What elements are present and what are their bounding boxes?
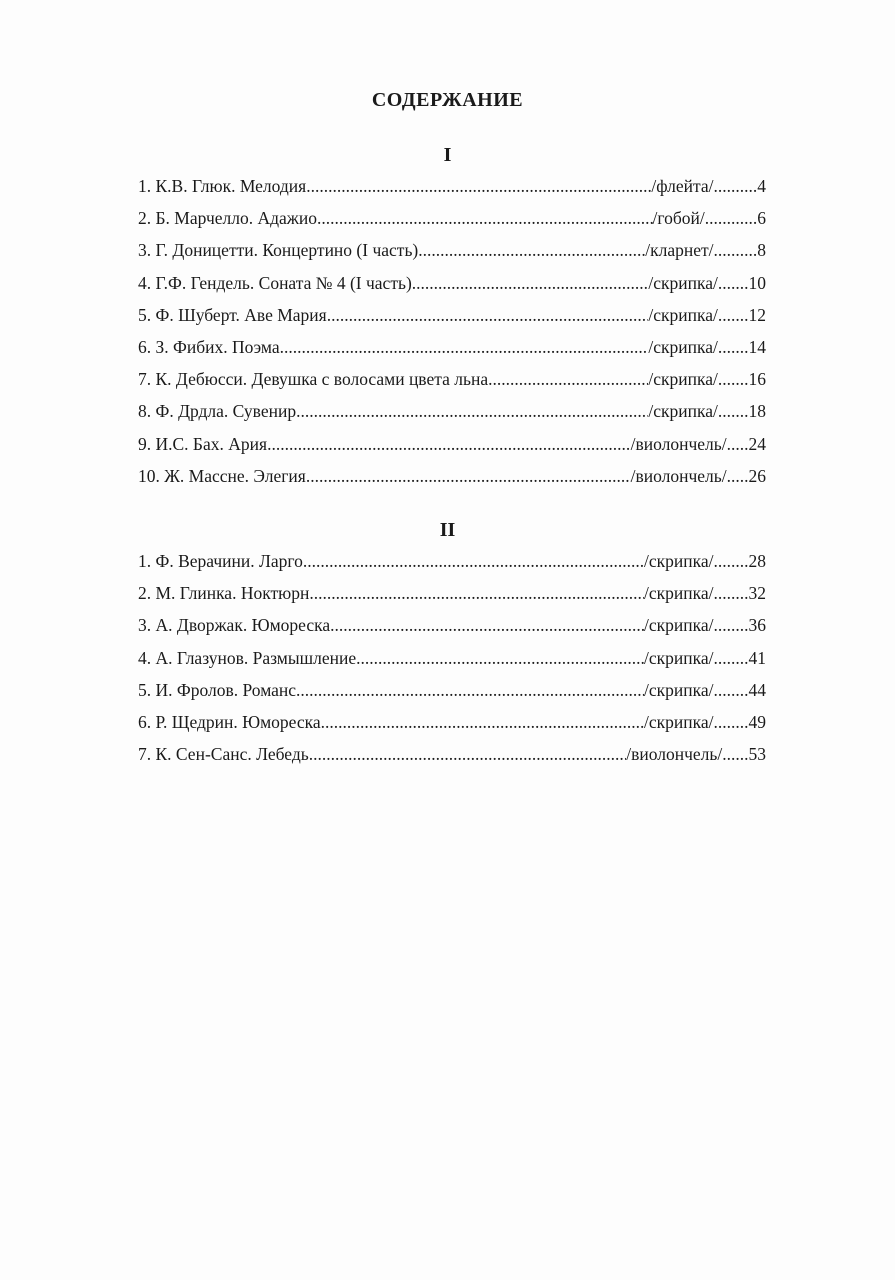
toc-dot-leader-trailing: .......... bbox=[713, 240, 758, 261]
toc-dot-leader-trailing: ...... bbox=[722, 744, 749, 765]
toc-dot-leader bbox=[296, 677, 644, 703]
toc-dot-leader-trailing: ....... bbox=[717, 369, 749, 390]
toc-dot-leader bbox=[317, 205, 653, 231]
toc-entry-page-number: 26 bbox=[748, 465, 766, 486]
toc-entry bbox=[138, 431, 766, 463]
toc-entry-instrument: /скрипка/ bbox=[648, 304, 718, 325]
toc-list-section-2 bbox=[138, 548, 766, 773]
toc-entry-instrument: /скрипка/ bbox=[648, 272, 718, 293]
toc-entry-page-number: 18 bbox=[748, 401, 766, 422]
toc-dot-leader bbox=[296, 398, 648, 424]
toc-entry-title: 4. Г.Ф. Гендель. Соната № 4 (I часть) bbox=[138, 272, 412, 293]
toc-entry-instrument: /скрипка/ bbox=[644, 551, 714, 571]
toc-entry-page-number: 53 bbox=[748, 744, 766, 765]
toc-entry bbox=[138, 645, 766, 677]
toc-entry bbox=[138, 334, 766, 366]
toc-entry-instrument: /скрипка/ bbox=[644, 679, 714, 700]
toc-dot-leader bbox=[418, 237, 645, 263]
toc-entry-page-number: 32 bbox=[748, 583, 766, 604]
page-title: СОДЕРЖАНИЕ bbox=[371, 89, 524, 111]
toc-entry bbox=[138, 398, 766, 430]
toc-dot-leader bbox=[412, 270, 649, 296]
toc-list-section-1 bbox=[138, 173, 766, 495]
toc-entry-instrument: /скрипка/ bbox=[648, 401, 718, 422]
toc-entry-title: 6. Р. Щедрин. Юмореска bbox=[138, 711, 321, 732]
toc-entry bbox=[138, 173, 766, 205]
toc-entry bbox=[138, 302, 766, 334]
toc-entry-page-number: 36 bbox=[748, 615, 766, 636]
toc-entry-title: 1. Ф. Верачини. Ларго bbox=[138, 551, 303, 571]
toc-dot-leader bbox=[309, 580, 644, 606]
toc-entry-instrument: /скрипка/ bbox=[648, 369, 718, 390]
toc-entry-title: 8. Ф. Дрдла. Сувенир bbox=[138, 401, 297, 422]
toc-entry-title: 5. Ф. Шуберт. Аве Мария bbox=[138, 304, 327, 325]
toc-dot-leader-trailing: ........ bbox=[713, 647, 749, 668]
toc-entry bbox=[138, 366, 766, 398]
toc-entry-title: 7. К. Дебюсси. Девушка с волосами цвета льна bbox=[138, 369, 489, 390]
toc-dot-leader-trailing: ....... bbox=[717, 304, 749, 325]
toc-entry-instrument: /скрипка/ bbox=[644, 583, 714, 604]
toc-entry-instrument: /виолончель/ bbox=[626, 744, 723, 765]
toc-entry-instrument: /скрипка/ bbox=[648, 336, 718, 357]
toc-entry-title: 2. М. Глинка. Ноктюрн bbox=[138, 583, 310, 604]
toc-entry-title: 4. А. Глазунов. Размышление bbox=[138, 647, 357, 668]
toc-entry-title: 3. А. Дворжак. Юмореска bbox=[138, 615, 331, 636]
toc-entry bbox=[138, 205, 766, 237]
section-heading-2: II bbox=[439, 519, 456, 541]
toc-dot-leader-trailing: ........ bbox=[713, 711, 749, 732]
toc-entry-title: 5. И. Фролов. Романс bbox=[138, 679, 297, 700]
toc-entry bbox=[138, 709, 766, 741]
toc-entry-title: 10. Ж. Массне. Элегия bbox=[138, 465, 306, 486]
toc-dot-leader-trailing: ..... bbox=[726, 433, 749, 454]
toc-entry-page-number: 44 bbox=[748, 679, 766, 700]
toc-dot-leader bbox=[267, 431, 631, 457]
toc-dot-leader bbox=[327, 302, 649, 328]
toc-entry-page-number: 49 bbox=[748, 711, 766, 732]
toc-dot-leader bbox=[488, 366, 648, 392]
toc-dot-leader-trailing: ....... bbox=[717, 272, 749, 293]
toc-dot-leader-trailing: .......... bbox=[713, 176, 758, 196]
toc-dot-leader-trailing: ..... bbox=[726, 465, 749, 486]
toc-entry bbox=[138, 237, 766, 269]
toc-entry-instrument: /кларнет/ bbox=[645, 240, 714, 261]
toc-dot-leader bbox=[303, 548, 644, 574]
toc-entry bbox=[138, 580, 766, 612]
toc-entry-page-number: 10 bbox=[748, 272, 766, 293]
toc-entry bbox=[138, 548, 766, 580]
toc-entry-title: 3. Г. Доницетти. Концертино (I часть) bbox=[138, 240, 419, 261]
toc-entry-title: 7. К. Сен-Санс. Лебедь bbox=[138, 744, 309, 765]
toc-dot-leader-trailing: ........ bbox=[713, 551, 749, 571]
toc-dot-leader-trailing: ........ bbox=[713, 583, 749, 604]
toc-dot-leader-trailing: ........ bbox=[713, 615, 749, 636]
toc-entry-instrument: /флейта/ bbox=[651, 176, 714, 196]
toc-entry-page-number: 4 bbox=[757, 176, 766, 196]
section-heading-1: I bbox=[443, 144, 452, 166]
toc-dot-leader bbox=[280, 334, 649, 360]
toc-entry-page-number: 8 bbox=[757, 240, 766, 261]
toc-dot-leader bbox=[306, 173, 651, 199]
toc-entry bbox=[138, 463, 766, 495]
toc-dot-leader bbox=[309, 741, 627, 767]
toc-entry-page-number: 24 bbox=[748, 433, 766, 454]
toc-dot-leader bbox=[330, 612, 644, 638]
toc-entry bbox=[138, 741, 766, 773]
toc-entry-title: 1. К.В. Глюк. Мелодия bbox=[138, 176, 307, 196]
toc-dot-leader-trailing: ....... bbox=[717, 336, 749, 357]
toc-entry-instrument: /скрипка/ bbox=[644, 711, 714, 732]
toc-entry-page-number: 41 bbox=[748, 647, 766, 668]
toc-dot-leader-trailing: ........ bbox=[713, 679, 749, 700]
toc-entry bbox=[138, 612, 766, 644]
toc-dot-leader bbox=[321, 709, 644, 735]
toc-entry-instrument: /гобой/ bbox=[652, 208, 705, 229]
toc-entry-page-number: 28 bbox=[748, 551, 766, 571]
toc-entry-instrument: /виолончель/ bbox=[630, 465, 727, 486]
toc-entry-page-number: 14 bbox=[748, 336, 766, 357]
toc-entry bbox=[138, 270, 766, 302]
toc-entry-instrument: /скрипка/ bbox=[644, 615, 714, 636]
toc-entry-title: 9. И.С. Бах. Ария bbox=[138, 433, 268, 454]
toc-dot-leader-trailing: ....... bbox=[717, 401, 749, 422]
toc-entry bbox=[138, 677, 766, 709]
toc-dot-leader-trailing: ............ bbox=[704, 208, 758, 229]
toc-entry-page-number: 16 bbox=[748, 369, 766, 390]
toc-entry-title: 6. З. Фибих. Поэма bbox=[138, 336, 280, 357]
toc-entry-instrument: /скрипка/ bbox=[644, 647, 714, 668]
toc-entry-instrument: /виолончель/ bbox=[630, 433, 727, 454]
toc-dot-leader bbox=[306, 463, 631, 489]
toc-entry-page-number: 6 bbox=[757, 208, 766, 229]
toc-entry-title: 2. Б. Марчелло. Адажио bbox=[138, 208, 317, 229]
toc-entry-page-number: 12 bbox=[748, 304, 766, 325]
toc-dot-leader bbox=[356, 645, 644, 671]
